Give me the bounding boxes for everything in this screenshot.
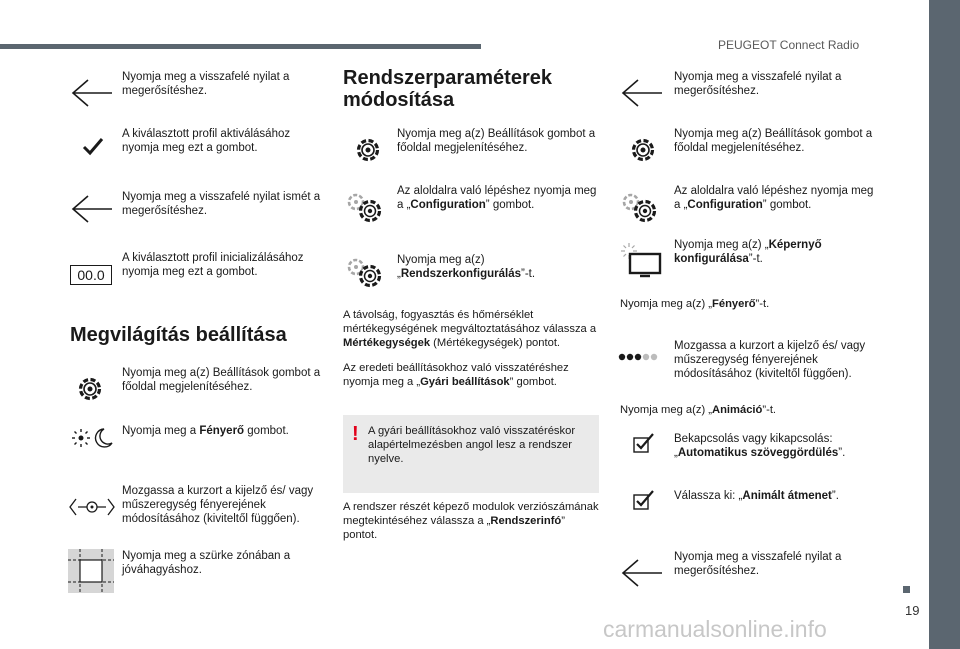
header-title: PEUGEOT Connect Radio bbox=[718, 38, 860, 52]
checkbox-icon bbox=[633, 490, 655, 510]
gear-icon bbox=[353, 135, 383, 165]
instruction-text: Az aloldalra való lépéshez nyomja meg a „Configuration” gombot. bbox=[397, 185, 597, 211]
paragraph-animation: Nyomja meg a(z) „Animáció”-t. bbox=[620, 404, 777, 416]
section-title-lighting: Megvilágítás beállítása bbox=[70, 324, 287, 346]
double-gear-icon bbox=[345, 191, 385, 225]
checkmark-icon bbox=[82, 136, 104, 156]
instruction-text: Nyomja meg a(z) „Képernyő konfigurálása”-t. bbox=[674, 239, 822, 265]
brightness-icon bbox=[70, 426, 114, 450]
gear-icon bbox=[75, 374, 105, 404]
instruction-text: Nyomja meg a(z) Beállítások gombot a főoldal megjelenítéséhez. bbox=[122, 367, 321, 393]
reset-00-icon: 00.0 bbox=[70, 265, 112, 285]
instruction-text: Nyomja meg a Fényerő gombot. bbox=[122, 425, 289, 437]
instruction-text: Nyomja meg a szürke zónában a jóváhagyáshoz. bbox=[122, 550, 291, 576]
back-arrow-icon bbox=[70, 194, 114, 224]
instruction-text: A kiválasztott profil inicializálásához nyomja meg ezt a gombot. bbox=[122, 252, 304, 278]
instruction-text: Nyomja meg a(z) „Rendszerkonfigurálás”-t. bbox=[397, 254, 536, 280]
grey-zone-icon bbox=[68, 549, 114, 593]
slider-cursor-icon bbox=[68, 496, 116, 518]
watermark: carmanualsonline.info bbox=[603, 616, 827, 642]
dots-slider-icon bbox=[618, 352, 658, 362]
instruction-text: Nyomja meg a(z) Beállítások gombot a főoldal megjelenítéséhez. bbox=[674, 128, 873, 154]
instruction-text: Nyomja meg a visszafelé nyilat a megerősítéshez. bbox=[674, 551, 842, 577]
instruction-text: Nyomja meg a visszafelé nyilat ismét a megerősítéshez. bbox=[122, 191, 321, 217]
warning-icon: ! bbox=[352, 423, 359, 445]
page-number: 19 bbox=[905, 603, 920, 618]
instruction-text: Az aloldalra való lépéshez nyomja meg a „Configuration” gombot. bbox=[674, 185, 874, 211]
section-title-system: Rendszerparaméterek módosítása bbox=[343, 67, 552, 111]
screen-icon bbox=[620, 242, 664, 278]
paragraph-brightness: Nyomja meg a(z) „Fényerő”-t. bbox=[620, 298, 770, 310]
double-gear-icon bbox=[345, 256, 385, 290]
warning-note-text: A gyári beállításokhoz való visszatéréskor alapértelmezésben angol lesz a rendszer nyelve. bbox=[368, 425, 576, 465]
checkbox-icon bbox=[633, 433, 655, 453]
instruction-text: A kiválasztott profil aktiválásához nyomja meg ezt a gombot. bbox=[122, 128, 291, 154]
gear-icon bbox=[628, 135, 658, 165]
instruction-text: Mozgassa a kurzort a kijelző és/ vagy műszeregység fényerejének módosításához (kiviteltől függően). bbox=[122, 485, 314, 525]
paragraph-system-info: A rendszer részét képező modulok verziószámának megtekintéséhez válassza a „Rendszerinfó” pontot. bbox=[343, 501, 599, 541]
side-tab bbox=[929, 0, 960, 649]
instruction-text: Mozgassa a kurzort a kijelző és/ vagy műszeregység fényerejének módosításához (kiviteltől függően). bbox=[674, 340, 866, 380]
paragraph-units: A távolság, fogyasztás és hőmérséklet mértékegységének megváltoztatásához válassza a Mértékegységek (Mértékegységek) pontot. bbox=[343, 309, 597, 349]
instruction-text: Bekapcsolás vagy kikapcsolás: „Automatikus szöveggördülés”. bbox=[674, 433, 846, 459]
back-arrow-icon bbox=[620, 78, 664, 108]
continue-marker bbox=[903, 586, 910, 593]
double-gear-icon bbox=[620, 191, 660, 225]
instruction-text: Nyomja meg a visszafelé nyilat a megerősítéshez. bbox=[674, 71, 842, 97]
instruction-text: Válassza ki: „Animált átmenet”. bbox=[674, 490, 839, 502]
back-arrow-icon bbox=[620, 558, 664, 588]
back-arrow-icon bbox=[70, 78, 114, 108]
top-rule bbox=[0, 44, 481, 49]
paragraph-factory-reset: Az eredeti beállításokhoz való visszatéréshez nyomja meg a „Gyári beállítások” gombot. bbox=[343, 362, 569, 388]
instruction-text: Nyomja meg a(z) Beállítások gombot a főoldal megjelenítéséhez. bbox=[397, 128, 596, 154]
instruction-text: Nyomja meg a visszafelé nyilat a megerősítéshez. bbox=[122, 71, 290, 97]
